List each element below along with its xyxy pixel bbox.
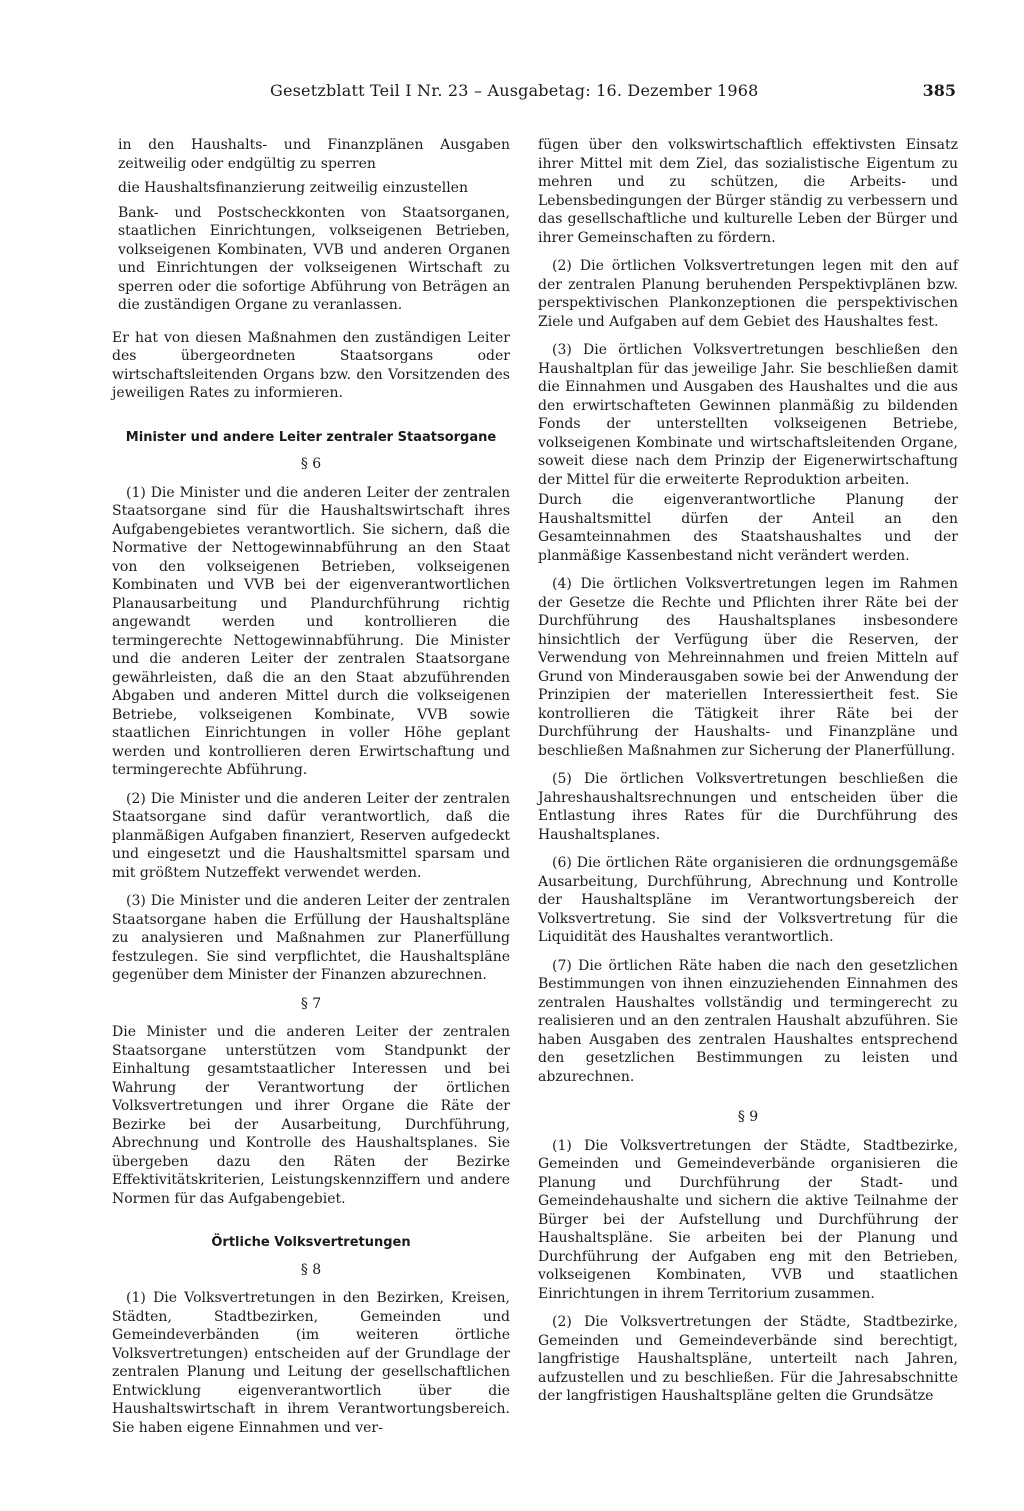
paragraph-number-6: § 6 <box>300 456 322 472</box>
section-heading-minister: Minister und andere Leiter zentraler Staatsorgane <box>125 429 497 445</box>
section8-paragraph-3b: Durch die eigenverantwortliche Planung der Haushaltsmittel dürfen der Anteil an den Gesamteinnahmen des Staatshaushaltes und der planmäßige Kassenbestand nicht verändert werden. <box>538 492 958 564</box>
section8-paragraph-2: (2) Die örtlichen Volksvertretungen legen mit den auf der zentralen Planung beruhenden Perspektivplänen bzw. perspektivischen Plankonzeptionen die perspektivischen Ziele und Aufgaben auf dem Gebiet des Haushaltes fest. <box>538 258 958 330</box>
section7-paragraph: Die Minister und die anderen Leiter der zentralen Staatsorgane unterstützen vom Standpunkt der Einhaltung gesamtstaatlicher Interessen und bei Wahrung der Verantwortung der örtlichen Volksvertretungen und ihrer Organe die Räte der Bezirke bei der Ausarbeitung, Durchführung, Abrechnung und Kontrolle des Haushaltsplanes. Sie übergeben dazu den Räten der Bezirke Effektivitätskriterien, Leistungskennziffern und andere Normen für das Aufgabengebiet. <box>112 1024 510 1207</box>
section8-paragraph-1: (1) Die Volksvertretungen in den Bezirken, Kreisen, Städten, Stadtbezirken, Gemeinden und Gemeindeverbänden (im weiteren örtliche Volksvertretungen) entscheiden auf der Grundlage der zentralen Planung und Leitung der gesellschaftlichen Entwicklung eigenverantwortlich über die Haushaltswirtschaft in ihrem Verantwortungsbereich. Sie haben eigene Einnahmen und ver- <box>112 1290 510 1436</box>
list-item: in den Haushalts- und Finanzplänen Ausgaben zeitweilig oder endgültig zu sperren <box>118 137 510 172</box>
section8-paragraph-5: (5) Die örtlichen Volksvertretungen beschließen die Jahreshaushaltsrechnungen und entscheiden über die Entlastung ihres Rates für die Durchführung des Haushaltsplanes. <box>538 771 958 843</box>
section6-paragraph-1: (1) Die Minister und die anderen Leiter der zentralen Staatsorgane sind für die Haushaltswirtschaft ihres Aufgabengebietes verantwortlich. Sie sichern, daß die Normative der Nettogewinnabführung an den Staat von den volkseigenen Betrieben, volkseigenen Kombinaten und VVB bei der eigenverantwortlichen Planausarbeitung und Plandurchführung richtig angewandt werden und kontrollieren die termingerechte Nettogewinnabführung. Die Minister und die anderen Leiter der zentralen Staatsorgane gewährleisten, daß die an den Staat abzuführenden Abgaben und anderen Mittel durch die volkseigenen Betriebe, volkseigenen Kombinate, VVB sowie staatlichen Einrichtungen in voller Höhe geplant werden und kontrollieren deren Erwirtschaftung und termingerechte Abführung. <box>112 484 510 778</box>
section6-paragraph-2: (2) Die Minister und die anderen Leiter der zentralen Staatsorgane sind dafür verantwortlich, daß die planmäßigen Aufgaben finanziert, Reserven aufgedeckt und eingesetzt und die Haushaltsmittel sparsam und mit größtem Nutzeffekt verwendet werden. <box>112 790 510 881</box>
header-title: Gesetzblatt Teil I Nr. 23 – Ausgabetag: 16. Dezember 1968 <box>270 81 759 100</box>
paragraph-inform: Er hat von diesen Maßnahmen den zuständigen Leiter des übergeordneten Staatsorgans oder wirtschaftsleitenden Organs bzw. den Vorsitzenden des jeweiligen Rates zu informieren. <box>112 329 510 401</box>
page-header <box>104 80 956 104</box>
left-column <box>112 136 510 1447</box>
section8-paragraph-6: (6) Die örtlichen Räte organisieren die ordnungsgemäße Ausarbeitung, Durchführung, Abrechnung und Kontrolle der Haushaltspläne im Verantwortungsbereich der Volksvertretung. Sie sind der Volksvertretung für die Liquidität des Haushaltes verantwortlich. <box>538 855 958 945</box>
paragraph-number-7: § 7 <box>300 995 322 1012</box>
paragraph-number-9: § 9 <box>737 1109 759 1125</box>
paragraph-number-8: § 8 <box>300 1261 322 1278</box>
list-item: Bank- und Postscheckkonten von Staatsorganen, staatlichen Einrichtungen, volkseigenen Betrieben, volkseigenen Kombinaten, VVB und anderen Organen und Einrichtungen der volkseigenen Wirtschaft zu sperren oder die sofortige Abführung von Beträgen an die zuständigen Organe zu veranlassen. <box>118 204 510 313</box>
section6-paragraph-3: (3) Die Minister und die anderen Leiter der zentralen Staatsorgane haben die Erfüllung der Haushaltspläne zu analysieren und Maßnahmen zur Planerfüllung festzulegen. Sie sind verpflichtet, die Haushaltspläne gegenüber dem Minister der Finanzen abzurechnen. <box>112 893 510 983</box>
section8-paragraph-7: (7) Die örtlichen Räte haben die nach den gesetzlichen Bestimmungen von ihnen einzuziehenden Einnahmen des zentralen Haushaltes vollständig und termingerecht zu realisieren und an den zentralen Haushalt abzuführen. Sie haben Ausgaben des zentralen Haushaltes entsprechend den gesetzlichen Bestimmungen zu leisten und abzurechnen. <box>538 957 958 1085</box>
section8-paragraph-3: (3) Die örtlichen Volksvertretungen beschließen den Haushaltplan für das jeweilige Jahr. Sie beschließen damit die Einnahmen und Ausgaben des Haushaltes und die aus den erwirtschafteten Gewinnen planmäßig zu bildenden Fonds der unterstellten volkseigenen Betriebe, volkseigenen Kombinate und wirtschaftsleitenden Organe, soweit diese nach dem Prinzip der Eigenerwirtschaftung der Mittel für die erweiterte Reproduktion arbeiten. <box>538 342 958 488</box>
section-heading-oertliche: Örtliche Volksvertretungen <box>211 1235 411 1250</box>
section9-paragraph-2: (2) Die Volksvertretungen der Städte, Stadtbezirke, Gemeinden und Gemeindeverbände sind berechtigt, langfristige Haushaltspläne, unterteilt nach Jahren, aufzustellen und zu beschließen. Für die Jahresabschnitte der langfristigen Haushaltspläne gelten die Grundsätze <box>538 1314 958 1404</box>
list-item: die Haushaltsfinanzierung zeitweilig einzustellen <box>118 180 468 196</box>
section8-paragraph-1-continued: fügen über den volkswirtschaftlich effektivsten Einsatz ihrer Mittel mit dem Ziel, das sozialistische Eigentum zu mehren und zu schützen, die Arbeits- und Lebensbedingungen der Bürger ständig zu verbessern und das gesellschaftliche und kulturelle Leben der Bürger und ihrer Gemeinschaften zu fördern. <box>538 137 958 246</box>
measures-list <box>118 136 510 315</box>
section8-paragraph-4: (4) Die örtlichen Volksvertretungen legen im Rahmen der Gesetze die Rechte und Pflichten ihrer Räte bei der Durchführung des Haushaltsplanes insbesondere hinsichtlich der Verfügung über die Reserven, der Verwendung von Mehreinnahmen und freien Mitteln auf Grund von Minderausgaben sowie bei der Anwendung der Prinzipien der materiellen Interessiertheit fest. Sie kontrollieren die Tätigkeit ihrer Räte bei der Durchführung der Haushalts- und Finanzpläne und beschließen Maßnahmen zur Sicherung der Planerfüllung. <box>538 576 958 759</box>
right-column <box>538 136 958 1416</box>
section9-paragraph-1: (1) Die Volksvertretungen der Städte, Stadtbezirke, Gemeinden und Gemeindeverbände organisieren die Planung und Durchführung der Stadt- und Gemeindehaushalte und sichern die aktive Teilnahme der Bürger bei der Aufstellung und Durchführung der Haushaltspläne. Sie arbeiten bei der Planung und Durchführung der Aufgaben eng mit den Betrieben, volkseigenen Kombinaten, VVB und staatlichen Einrichtungen in ihrem Territorium zusammen. <box>538 1137 958 1302</box>
page-number: 385 <box>922 81 956 100</box>
